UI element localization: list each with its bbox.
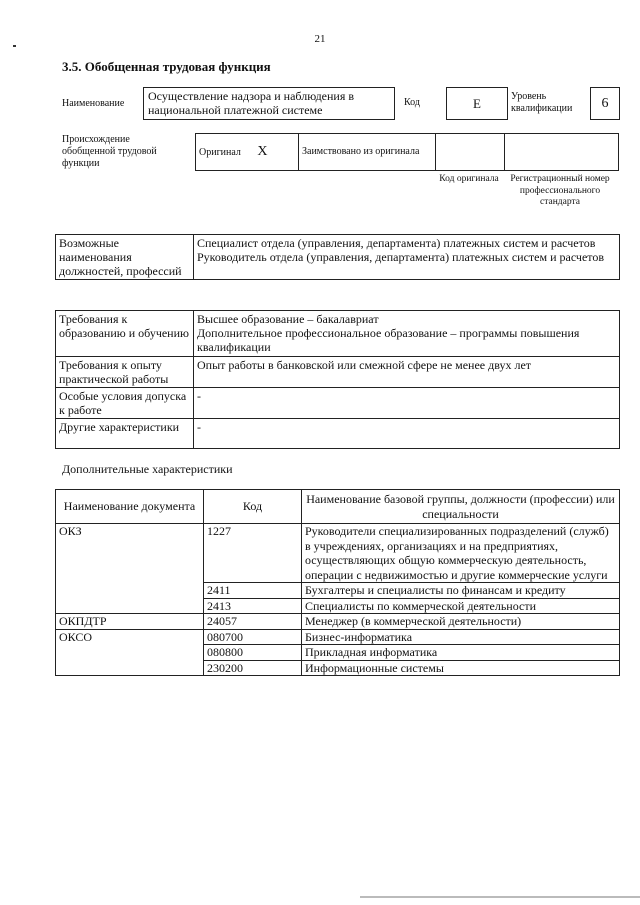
original-code-cell <box>436 134 505 171</box>
origin-label: Происхождение обобщенной трудовой функции <box>62 134 157 169</box>
name-cell: Руководители специализированных подразделений (служб) в учреждениях, организациях и на предприятиях, осуществляющих общую коммерческую деятельность, операции с недвижимостью и другие коммерческие услуги <box>302 524 620 583</box>
page-number: 21 <box>314 33 326 45</box>
function-code-box: E <box>446 87 508 120</box>
code-label: Код <box>404 97 420 108</box>
code-cell: 080800 <box>204 645 302 661</box>
requirement-value <box>194 311 620 357</box>
doc-cell: ОКЗ <box>56 524 204 614</box>
name-cell: Прикладная информатика <box>302 645 620 661</box>
positions-label: Возможные наименования должностей, профессий <box>56 235 194 280</box>
scan-edge-line <box>360 896 640 898</box>
name-cell: Информационные системы <box>302 660 620 676</box>
code-cell: 080700 <box>204 629 302 645</box>
borrowed-cell <box>299 134 436 171</box>
borrowed-label: Заимствовано из оригинала <box>302 146 420 157</box>
requirement-line: - <box>197 420 201 434</box>
additional-table <box>55 489 620 676</box>
positions-table <box>55 234 620 280</box>
requirement-line: - <box>197 389 201 403</box>
position-item: Специалист отдела (управления, департамента) платежных систем и расчетов <box>197 236 596 250</box>
name-cell: Специалисты по коммерческой деятельности <box>302 598 620 614</box>
header-name: Наименование базовой группы, должности (профессии) или специальности <box>302 490 620 524</box>
reg-number-cell <box>505 134 619 171</box>
requirements-table <box>55 310 620 449</box>
section-heading: 3.5. Обобщенная трудовая функция <box>62 59 271 74</box>
positions-values <box>194 235 620 280</box>
additional-title: Дополнительные характеристики <box>62 462 233 476</box>
table-row <box>56 629 620 645</box>
requirement-value <box>194 419 620 449</box>
name-cell: Бизнес-информатика <box>302 629 620 645</box>
requirement-line: Опыт работы в банковской или смежной сфере не менее двух лет <box>197 358 532 372</box>
function-name-box: Осуществление надзора и наблюдения в национальной платежной системе <box>143 87 395 120</box>
requirement-label: Требования к образованию и обучению <box>56 311 194 357</box>
code-caption: Код оригинала <box>439 174 499 184</box>
code-cell: 1227 <box>204 524 302 583</box>
requirement-line: Дополнительное профессиональное образование – программы повышения квалификации <box>197 326 580 354</box>
name-label: Наименование <box>62 98 125 109</box>
level-label: Уровень квалификации <box>511 91 573 114</box>
requirement-line: Высшее образование – бакалавриат <box>197 312 379 326</box>
code-cell: 24057 <box>204 614 302 630</box>
code-cell: 230200 <box>204 660 302 676</box>
original-label: Оригинал <box>199 146 241 158</box>
requirement-value <box>194 357 620 388</box>
requirement-label: Требования к опыту практической работы <box>56 357 194 388</box>
doc-cell: ОКСО <box>56 629 204 676</box>
scan-artifact <box>13 45 16 47</box>
name-cell: Бухгалтеры и специалисты по финансам и кредиту <box>302 583 620 599</box>
reg-caption: Регистрационный номер профессионального стандарта <box>510 174 610 207</box>
original-cell <box>196 134 299 171</box>
original-mark: X <box>257 143 268 159</box>
requirement-label: Особые условия допуска к работе <box>56 388 194 419</box>
origin-table <box>195 133 619 171</box>
requirement-label: Другие характеристики <box>56 419 194 449</box>
code-cell: 2411 <box>204 583 302 599</box>
table-row <box>56 614 620 630</box>
doc-cell: ОКПДТР <box>56 614 204 630</box>
code-cell: 2413 <box>204 598 302 614</box>
name-cell: Менеджер (в коммерческой деятельности) <box>302 614 620 630</box>
header-doc: Наименование документа <box>56 490 204 524</box>
table-row <box>56 524 620 583</box>
position-item: Руководитель отдела (управления, департамента) платежных систем и расчетов <box>197 250 605 264</box>
requirement-value <box>194 388 620 419</box>
header-code: Код <box>204 490 302 524</box>
qualification-level-box: 6 <box>590 87 620 120</box>
